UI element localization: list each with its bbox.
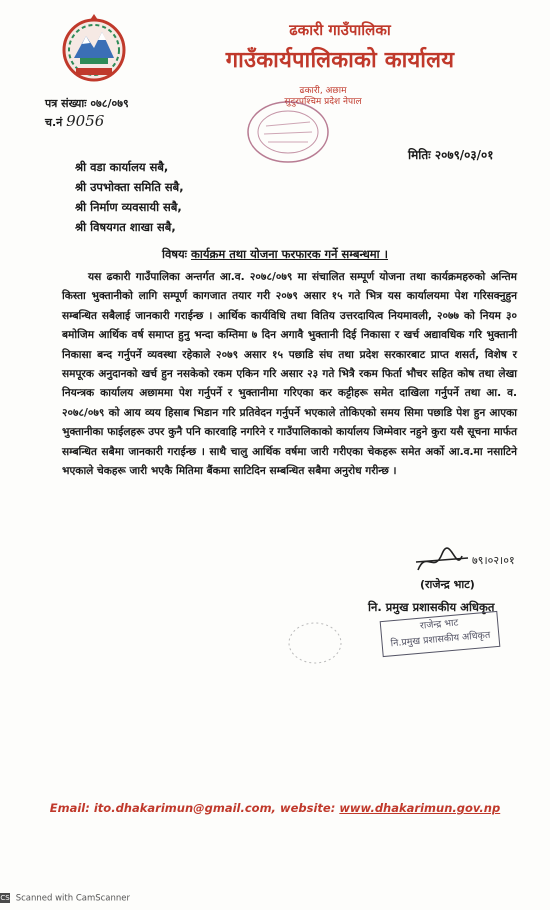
patra-label: पत्र संख्याः: [45, 97, 87, 110]
contact-footer: [0, 801, 550, 815]
letter-date: [408, 146, 494, 163]
seal-line: सुदुरपश्चिम प्रदेश नेपाल: [284, 97, 362, 107]
date-value: २०७९/०३/०१: [434, 148, 494, 162]
subject-label: विषयः: [161, 247, 187, 261]
date-label: मितिः: [408, 148, 431, 162]
letter-number: [45, 96, 129, 111]
office-seal-icon: [240, 98, 340, 168]
chalani-value: 9056: [66, 112, 105, 130]
office-name: गाउँकार्यपालिकाको कार्यालय: [225, 48, 455, 73]
email-link[interactable]: ito.dhakarimun@gmail.com,: [93, 801, 276, 815]
signatory-stamp: [380, 611, 501, 657]
addressee: श्री विषयगत शाखा सबै,: [75, 220, 176, 234]
scanner-watermark: [0, 893, 130, 904]
municipality-name: ढकारी गाउँपालिका: [289, 21, 391, 39]
signatory-title: नि. प्रमुख प्रशासकीय अधिकृत: [368, 600, 495, 614]
addressee: श्री वडा कार्यालय सबै,: [75, 160, 169, 174]
nepal-emblem-icon: [60, 14, 128, 84]
stamp-line: नि.प्रमुख प्रशासकीय अधिकृत: [390, 629, 491, 650]
dispatch-number: [45, 112, 104, 130]
scanner-text: Scanned with CamScanner: [15, 893, 131, 904]
faint-stamp-mark: [285, 618, 345, 668]
website-label: website:: [279, 801, 336, 815]
website-link[interactable]: www.dhakarimun.gov.np: [339, 801, 501, 815]
letter-body: यस ढकारी गाउँपालिका अन्तर्गत आ.व. २०७८/०७९ मा संचालित सम्पूर्ण योजना तथा कार्यक्रमहरुको अन्तिम किस्ता भुक्तानीको लागि सम्पूर्ण कागजात तयार गरी २०७९ असार १५ गते भित्र यस कार्यालयमा पेश गरिसक्नुहुन सम्बन्धित सबैलाई जानकारी गराईन्छ । आर्थिक कार्यविधि तथा वितिय उत्तरदायित्व नियमावली, २०७७ को नियम ३० बमोजिम आर्थिक वर्ष समाप्त हुनु भन्दा कम्तिमा ७ दिन अगावै भुक्तानी दिई निकासा र खर्च अद्यावधिक गरि भुक्तानी निकासा बन्द गर्नुपर्ने व्यवस्था रहेकाले २०७९ असार १५ पछाडि संघ तथा प्रदेश सरकारबाट प्राप्त शसर्त, विशेष र समपूरक अनुदानको खर्च हुन नसकेको रकम एकिन गरि असार २३ गते भित्रै रकम फिर्ता भौचर सहित कोष तथा लेखा नियन्त्रक कार्यालय अछाममा पेश गर्नुपर्ने र भुक्तानीमा गरिएका कर कट्टीहरू समेत दाखिला गर्नुपर्ने तथा आ. व. २०७८/०७९ को आय व्यय हिसाब भिडान गरि प्रतिवेदन गर्नुपर्ने भएकाले तोकिएको समय सिमा पछाडि पेश हुन आएका भुक्तानीका फाईलहरू उपर कुनै पनि कारवाहि नगरिने र गाउँपालिकाको कार्यालय जिम्मेवार नहुने कुरा यसै सूचना मार्फत सम्बन्धित सबैमा जानकारी गराईन्छ । साथै चालु आर्थिक वर्षमा जारी गरीएका चेकहरू समेत अर्को आ.व.मा नसाटिने भएकाले चेकहरू जारी भएकै मितिमा बैंकमा साटिदिन सम्बन्धित सबैमा अनुरोध गरीन्छ ।: [62, 271, 517, 478]
signatory-name: (राजेन्द्र भाट): [420, 578, 475, 591]
patra-value: ०७८/०७९: [90, 97, 129, 110]
seal-line: ढकारी, अछाम: [299, 86, 347, 96]
stamp-line: राजेन्द्र भाट: [419, 617, 459, 632]
addressee: श्री उपभोक्ता समिति सबै,: [75, 180, 184, 194]
subject-line: [0, 247, 550, 262]
addressee: श्री निर्माण व्यवसायी सबै,: [75, 200, 182, 214]
camscanner-icon: CS: [0, 894, 10, 902]
subject-text: कार्यक्रम तथा योजना फरफारक गर्ने सम्बन्धमा ।: [191, 247, 389, 261]
chalani-label: च.नं: [45, 116, 63, 129]
signature-date: ७९।०२।०१: [472, 554, 515, 567]
signature-icon: [412, 544, 532, 578]
email-label: Email:: [49, 801, 90, 815]
